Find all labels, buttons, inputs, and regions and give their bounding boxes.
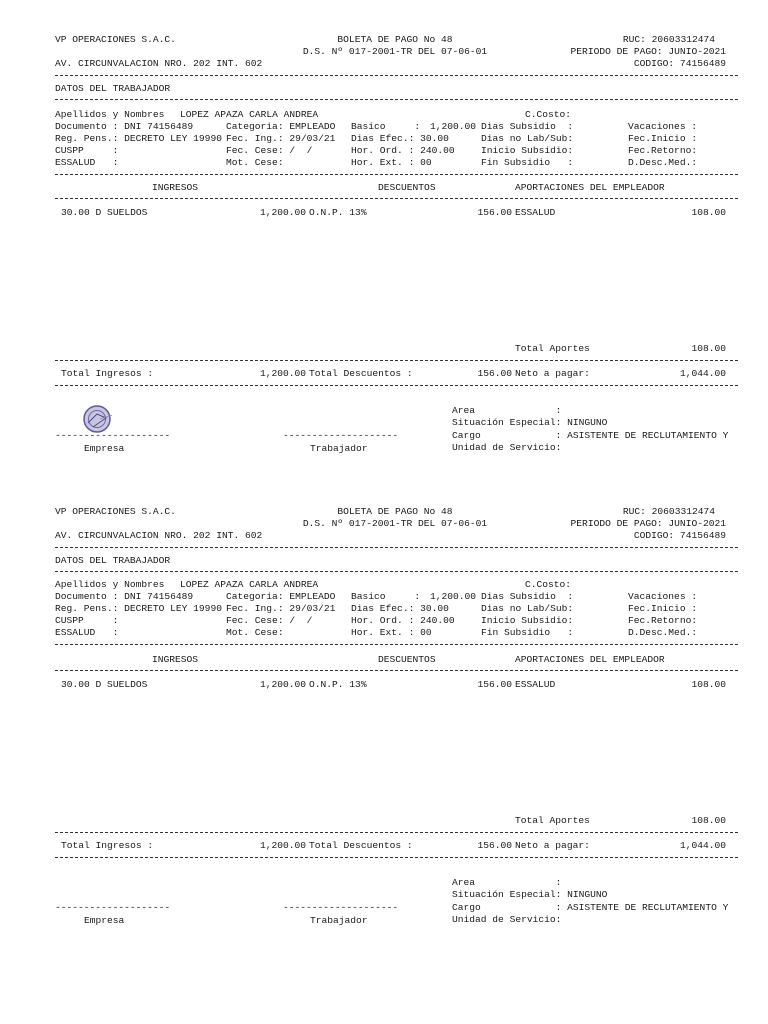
company-name: VP OPERACIONES S.A.C.	[55, 506, 176, 517]
worker-field: Dias Subsidio :	[481, 591, 574, 602]
worker-field: D.Desc.Med.:	[628, 157, 698, 168]
employer-contribution-value: 108.00	[691, 207, 726, 218]
divider	[55, 174, 738, 175]
pay-period: PERIODO DE PAGO: JUNIO-2021	[570, 46, 726, 57]
worker-field: ESSALUD :	[55, 157, 119, 168]
company-signature-line: --------------------	[55, 902, 171, 913]
worker-field: Basico :	[351, 121, 421, 132]
worker-field: Fec.Retorno:	[628, 615, 698, 626]
position-field: Cargo : ASISTENTE DE RECLUTAMIENTO Y	[452, 902, 729, 913]
total-deductions-label: Total Descuentos :	[309, 840, 413, 851]
employee-code: CODIGO: 74156489	[633, 58, 726, 69]
worker-field: Mot. Cese:	[226, 157, 284, 168]
company-signature-label: Empresa	[84, 443, 125, 454]
net-pay-value: 1,044.00	[679, 368, 726, 379]
deduction-line-value: 156.00	[477, 207, 512, 218]
column-header-ingresos: INGRESOS	[152, 182, 199, 193]
name-label: Apellidos y Nombres	[55, 579, 165, 590]
worker-field: Inicio Subsidio:	[481, 145, 574, 156]
column-header-ingresos: INGRESOS	[152, 654, 199, 665]
divider	[55, 670, 738, 671]
worker-field: Fec. Cese: / /	[226, 615, 313, 626]
income-line-label: 30.00 D SUELDOS	[61, 679, 148, 690]
worker-field: Hor. Ord. : 240.00	[351, 615, 455, 626]
worker-field: Dias no Lab/Sub:	[481, 133, 574, 144]
name-label: Apellidos y Nombres	[55, 109, 165, 120]
divider	[55, 75, 738, 76]
cost-center-label: C.Costo:	[525, 109, 572, 120]
worker-field: Dias no Lab/Sub:	[481, 603, 574, 614]
company-signature-line: --------------------	[55, 430, 171, 441]
column-header-descuentos: DESCUENTOS	[378, 182, 436, 193]
deduction-line-label: O.N.P. 13%	[309, 207, 367, 218]
worker-field: Hor. Ext. : 00	[351, 627, 432, 638]
employer-contribution-label: ESSALUD	[515, 207, 556, 218]
worker-field: Basico :	[351, 591, 421, 602]
worker-field: Vacaciones :	[628, 121, 698, 132]
column-header-aportaciones: APORTACIONES DEL EMPLEADOR	[515, 182, 665, 193]
section-title: DATOS DEL TRABAJADOR	[55, 83, 171, 94]
worker-signature-label: Trabajador	[310, 915, 368, 926]
worker-field: Reg. Pens.: DECRETO LEY 19990	[55, 133, 222, 144]
column-header-aportaciones: APORTACIONES DEL EMPLEADOR	[515, 654, 665, 665]
total-contributions-value: 108.00	[691, 343, 726, 354]
worker-field: Mot. Cese:	[226, 627, 284, 638]
total-deductions-value: 156.00	[477, 368, 512, 379]
worker-field: CUSPP :	[55, 145, 119, 156]
divider	[55, 832, 738, 833]
employee-code: CODIGO: 74156489	[633, 530, 726, 541]
total-contributions-label: Total Aportes	[515, 343, 590, 354]
section-title: DATOS DEL TRABAJADOR	[55, 555, 171, 566]
worker-field: Fec. Ing.: 29/03/21	[226, 603, 336, 614]
worker-field: Categoria: EMPLEADO	[226, 121, 336, 132]
total-income-value: 1,200.00	[259, 840, 306, 851]
divider	[55, 547, 738, 548]
decree-reference: D.S. Nº 017-2001-TR DEL 07-06-01	[302, 46, 488, 57]
divider	[55, 99, 738, 100]
service-unit-field: Unidad de Servicio:	[452, 914, 562, 925]
net-pay-value: 1,044.00	[679, 840, 726, 851]
company-address: AV. CIRCUNVALACION NRO. 202 INT. 602	[55, 530, 263, 541]
total-income-label: Total Ingresos :	[61, 368, 154, 379]
slip-title: BOLETA DE PAGO No 48	[337, 506, 453, 517]
worker-field: Fec.Inicio :	[628, 603, 698, 614]
special-status-field: Situación Especial: NINGUNO	[452, 417, 608, 428]
cost-center-label: C.Costo:	[525, 579, 572, 590]
worker-field: Dias Subsidio :	[481, 121, 574, 132]
area-field: Area :	[452, 405, 562, 416]
worker-field: Categoria: EMPLEADO	[226, 591, 336, 602]
position-field: Cargo : ASISTENTE DE RECLUTAMIENTO Y	[452, 430, 729, 441]
worker-field: Fin Subsidio :	[481, 627, 574, 638]
income-line-value: 1,200.00	[259, 679, 306, 690]
worker-field: Vacaciones :	[628, 591, 698, 602]
worker-field: Fec. Ing.: 29/03/21	[226, 133, 336, 144]
total-income-value: 1,200.00	[259, 368, 306, 379]
decree-reference: D.S. Nº 017-2001-TR DEL 07-06-01	[302, 518, 488, 529]
total-income-label: Total Ingresos :	[61, 840, 154, 851]
worker-field: Hor. Ext. : 00	[351, 157, 432, 168]
ruc-number: RUC: 20603312474	[622, 506, 715, 517]
total-deductions-label: Total Descuentos :	[309, 368, 413, 379]
worker-signature-line: --------------------	[283, 430, 399, 441]
worker-field: Fec. Cese: / /	[226, 145, 313, 156]
worker-field: Dias Efec.: 30.00	[351, 133, 449, 144]
employer-contribution-label: ESSALUD	[515, 679, 556, 690]
basic-salary-value: 1,200.00	[429, 121, 476, 132]
total-contributions-label: Total Aportes	[515, 815, 590, 826]
worker-field: Hor. Ord. : 240.00	[351, 145, 455, 156]
worker-field: Fec.Retorno:	[628, 145, 698, 156]
worker-field: Dias Efec.: 30.00	[351, 603, 449, 614]
employer-contribution-value: 108.00	[691, 679, 726, 690]
worker-field: Documento : DNI 74156489	[55, 121, 194, 132]
special-status-field: Situación Especial: NINGUNO	[452, 889, 608, 900]
payslip-1	[0, 0, 768, 472]
name-value: LOPEZ APAZA CARLA ANDREA	[180, 579, 319, 590]
ruc-number: RUC: 20603312474	[622, 34, 715, 45]
total-deductions-value: 156.00	[477, 840, 512, 851]
worker-field: Inicio Subsidio:	[481, 615, 574, 626]
divider	[55, 644, 738, 645]
company-name: VP OPERACIONES S.A.C.	[55, 34, 176, 45]
worker-field: Reg. Pens.: DECRETO LEY 19990	[55, 603, 222, 614]
worker-field: ESSALUD :	[55, 627, 119, 638]
deduction-line-value: 156.00	[477, 679, 512, 690]
payslip-2	[0, 472, 768, 944]
divider	[55, 385, 738, 386]
company-signature-label: Empresa	[84, 915, 125, 926]
total-contributions-value: 108.00	[691, 815, 726, 826]
worker-field: Documento : DNI 74156489	[55, 591, 194, 602]
basic-salary-value: 1,200.00	[429, 591, 476, 602]
worker-field: D.Desc.Med.:	[628, 627, 698, 638]
service-unit-field: Unidad de Servicio:	[452, 442, 562, 453]
deduction-line-label: O.N.P. 13%	[309, 679, 367, 690]
worker-signature-line: --------------------	[283, 902, 399, 913]
divider	[55, 857, 738, 858]
divider	[55, 360, 738, 361]
income-line-value: 1,200.00	[259, 207, 306, 218]
divider	[55, 198, 738, 199]
net-pay-label: Neto a pagar:	[515, 840, 590, 851]
worker-signature-label: Trabajador	[310, 443, 368, 454]
area-field: Area :	[452, 877, 562, 888]
pay-period: PERIODO DE PAGO: JUNIO-2021	[570, 518, 726, 529]
income-line-label: 30.00 D SUELDOS	[61, 207, 148, 218]
worker-field: Fin Subsidio :	[481, 157, 574, 168]
divider	[55, 571, 738, 572]
column-header-descuentos: DESCUENTOS	[378, 654, 436, 665]
company-address: AV. CIRCUNVALACION NRO. 202 INT. 602	[55, 58, 263, 69]
worker-field: CUSPP :	[55, 615, 119, 626]
name-value: LOPEZ APAZA CARLA ANDREA	[180, 109, 319, 120]
net-pay-label: Neto a pagar:	[515, 368, 590, 379]
worker-field: Fec.Inicio :	[628, 133, 698, 144]
slip-title: BOLETA DE PAGO No 48	[337, 34, 453, 45]
